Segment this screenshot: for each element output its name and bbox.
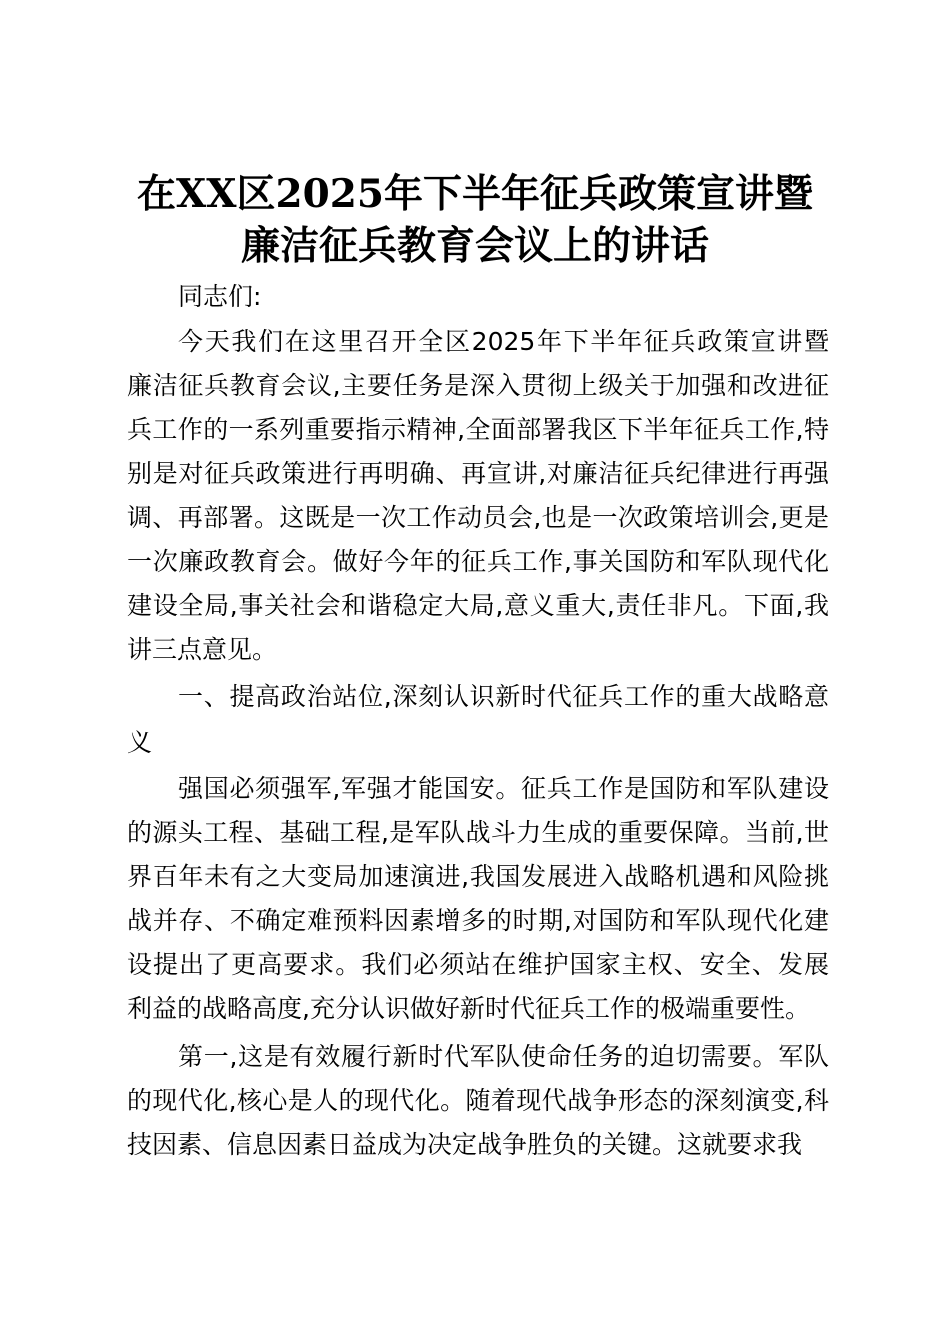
body-line: 战并存、不确定难预料因素增多的时期,对国防和军队现代化建 xyxy=(127,906,829,935)
section-heading: 义 xyxy=(127,728,153,757)
body-line: 别是对征兵政策进行再明确、再宣讲,对廉洁征兵纪律进行再强 xyxy=(127,459,829,488)
document-title-line-2: 廉洁征兵教育会议上的讲话 xyxy=(240,223,709,269)
body-line: 的现代化,核心是人的现代化。随着现代战争形态的深刻演变,科 xyxy=(127,1086,829,1115)
body-line: 廉洁征兵教育会议,主要任务是深入贯彻上级关于加强和改进征 xyxy=(127,371,829,400)
body-line: 兵工作的一系列重要指示精神,全面部署我区下半年征兵工作,特 xyxy=(127,415,829,444)
body-line: 第一,这是有效履行新时代军队使命任务的迫切需要。军队 xyxy=(178,1042,829,1071)
body-line: 利益的战略高度,充分认识做好新时代征兵工作的极端重要性。 xyxy=(127,994,810,1023)
body-line: 设提出了更高要求。我们必须站在维护国家主权、安全、发展 xyxy=(127,950,829,979)
body-line: 的源头工程、基础工程,是军队战斗力生成的重要保障。当前,世 xyxy=(127,818,829,847)
body-line: 技因素、信息因素日益成为决定战争胜负的关键。这就要求我 xyxy=(127,1130,803,1159)
body-line: 建设全局,事关社会和谐稳定大局,意义重大,责任非凡。下面,我 xyxy=(127,591,829,620)
body-line: 讲三点意见。 xyxy=(127,635,278,664)
section-heading: 一、提高政治站位,深刻认识新时代征兵工作的重大战略意 xyxy=(178,682,829,711)
body-line: 界百年未有之大变局加速演进,我国发展进入战略机遇和风险挑 xyxy=(127,862,829,891)
body-line: 调、再部署。这既是一次工作动员会,也是一次政策培训会,更是 xyxy=(127,503,829,532)
body-line: 今天我们在这里召开全区2025年下半年征兵政策宣讲暨 xyxy=(178,327,829,356)
body-line: 一次廉政教育会。做好今年的征兵工作,事关国防和军队现代化 xyxy=(127,547,829,576)
document-title-line-1: 在XX区2025年下半年征兵政策宣讲暨 xyxy=(136,171,814,217)
salutation: 同志们: xyxy=(178,282,262,311)
body-line: 强国必须强军,军强才能国安。征兵工作是国防和军队建设 xyxy=(178,774,829,803)
